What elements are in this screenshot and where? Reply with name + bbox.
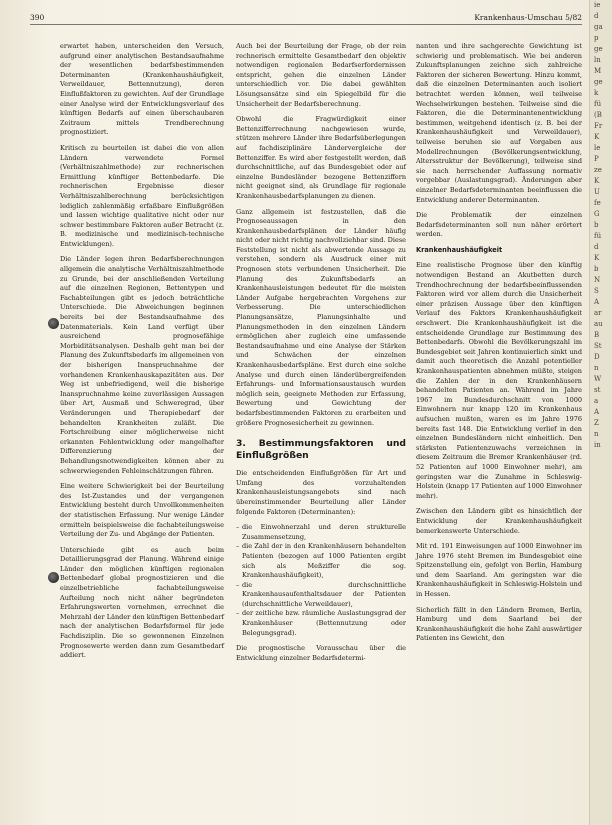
paragraph: Kritisch zu beurteilen ist dabei die von allen Ländern verwendete Formel (Verhältniszahlmethode) zur rechnerischen Ermittlung künftiger Bettenbedarfe. Die rechnerischen Ergebnisse dieser Verhältniszahlberechnung berücksichtigen lediglich zahlenmäßig erfaßbare Einflußgrößen und lassen wichtige qualitative nicht oder nur schwer bestimmbare Faktoren außer Betracht (z. B. medizinische und medizinisch-technische Entwicklungen). bbox=[60, 143, 224, 248]
list-item: – die durchschnittliche Krankenhausaufenthaltsdauer der Patienten (durchschnittliche Verweildauer), bbox=[236, 581, 406, 610]
edge-fragment: ie bbox=[594, 1, 601, 9]
edge-fragment: au bbox=[594, 320, 603, 328]
paragraph: nanten und ihre sachgerechte Gewichtung ist schwierig und problematisch. Wie bei anderen Zukunftsplanungen zeichne sich zahlreiche Faktoren der sicheren Bewertung. Hinzu kommt, daß die einzelnen Determinanten auch isoliert betrachtet werden können, weil teilweise Wechselwirkungen bestehen. Teilweise sind die Faktoren, die die Determinantenentwicklung bestimmen, weitgehend identisch (z. B. bei der Krankenhaushäufigkeit und Verweildauer), teilweise beruhen sie auf Vorgaben aus Modellrechnungen (Bevölkerungsentwicklung, Altersstruktur der Bevölkerung), teilweise sind sie nach herrschender Auffassung normativ vorgebbar (Auslastungsgrad). Änderungen aber einzelner Bedarfsdeterminanten beeinflussen die Entwicklung anderer Determinanten. bbox=[416, 42, 582, 204]
edge-fragment: ge bbox=[594, 45, 603, 53]
paragraph: Unterschiede gibt es auch beim Detaillierungsgrad der Planung. Während einige Länder den möglichen künftigen regionalen Bettenbedarf global prognostizieren und die einzelbetriebliche fachabteilungsweise Aufteilung noch nicht näher begründeten Erfahrungswerten vornehmen, errechnet die Mehrzahl der Länder den künftigen Bettenbedarf nach der analytischen Bedarfsformel für jede Fachdisziplin. Die so gewonnenen Einzelnen Prognosewerte werden dann zum Gesamtbedarf addiert. bbox=[60, 545, 224, 660]
paragraph: Zwischen den Ländern gibt es hinsichtlich der Entwicklung der Krankenhaushäufigkeit bemerkenswerte Unterschiede. bbox=[416, 507, 582, 535]
edge-fragment: A bbox=[594, 408, 600, 416]
edge-fragment: S bbox=[594, 287, 599, 295]
edge-fragment: W bbox=[594, 375, 602, 383]
determinant-list bbox=[236, 523, 406, 638]
edge-fragment: N bbox=[594, 276, 601, 284]
paragraph: Eine weitere Schwierigkeit bei der Beurteilung des Ist-Zustandes und der vergangenen Entwicklung besteht durch Unvollkommenheiten der statistischen Erfassung. Nur wenige Länder ermitteln beispielsweise die fachabteilungsweise Verteilung der Zu- und Abgänge der Patienten. bbox=[60, 482, 224, 539]
edge-fragment: ge bbox=[594, 78, 603, 86]
edge-fragment: fü bbox=[594, 232, 602, 240]
paragraph: Eine realistische Prognose über den künftig notwendigen Bestand an Akutbetten durch Trendhochrechnung der bedarfsbeeinflussenden Faktoren wird vor allem durch die Unsicherheit einer präzisen Aussage über den künftigen Verlauf des Faktors Krankenhaushäufigkeit erschwert. Die Krankenhaushäufigkeit ist die entscheidende Grundlage zur Bestimmung des Bettenbedarfs. Obwohl die Bevölkerungszahl im Bundesgebiet seit Jahren kontinuierlich sinkt und damit auch theoretisch die Anzahl potentieller Krankenhauspatienten abnehmen müßte, steigen die Zahlen der in den Krankenhäusern behandelten Patienten an. Während im Jahre 1967 im Bundesdurchschnitt von 1000 Einwohnern nur knapp 120 im Krankenhaus aufsuchen mußten, waren es im Jahre 1976 bereits fast 148. Die Entwicklung verlief in den einzelnen Bundesländern nicht einheitlich. Den stärksten Patientenzuwachs verzeichnen in diesem Zeitraum die Bremer Krankenhäuser (rd. 52 Patienten auf 1000 Einwohner mehr), am geringsten war die Zunahme in Schleswig-Holstein (knapp 17 Patienten auf 1000 Einwohner mehr). bbox=[416, 261, 582, 500]
edge-fragment: p bbox=[594, 34, 599, 42]
edge-fragment: d bbox=[594, 243, 599, 251]
edge-fragment: U bbox=[594, 188, 600, 196]
edge-fragment: A bbox=[594, 298, 600, 306]
text-column-middle bbox=[236, 42, 406, 669]
paragraph: Ganz allgemein ist festzustellen, daß die Prognoseaussagen in den Krankenhausbedarfsplänen der Länder häufig nicht oder nicht richtig nachvollziehbar sind. Diese Feststellung ist nicht als abwertende Aussage zu verstehen, sondern als Ausdruck einer mit Prognosen stets verbundenen Unsicherheit. Die Planung des Zukunftsbedarfs an Krankenhausleistungen bedeutet für die meisten Länder Aufgabe hergebrachten Vorgehens zur Verbesserung. Die unterschiedlichen Planungsansätze, Planungsinhalte und Planungsmethoden in den einzelnen Ländern ermöglichen aber zugleich eine umfassende Bestandsaufnahme und eine Analyse der Stärken und Schwächen der einzelnen Krankenhausbedarfspläne. Erst durch eine solche Analyse und durch einen länderübergreifenden Erfahrungs- und Informationsaustausch wurden möglich sein, geeignete Methoden zur Erfassung, Bewertung und Gewichtung der bedarfsbestimmenden Faktoren zu erarbeiten und größere Prognosesicherheit zu gewinnen. bbox=[236, 207, 406, 427]
paragraph: Die prognostische Vorausschau über die Entwicklung einzelner Bedarfsdetermi- bbox=[236, 644, 406, 662]
edge-fragment: st bbox=[594, 386, 601, 394]
list-item: – der zeitliche bzw. räumliche Auslastungsgrad der Krankenhäuser (Bettennutzung oder Belegungsgrad). bbox=[236, 609, 406, 638]
edge-fragment: P bbox=[594, 155, 599, 163]
edge-fragment: (B bbox=[594, 111, 602, 119]
subsection-heading: Krankenhaushäufigkeit bbox=[416, 245, 503, 254]
edge-fragment: le bbox=[594, 144, 601, 152]
edge-fragment: St bbox=[594, 342, 602, 350]
paragraph: Mit rd. 191 Einweisungen auf 1000 Einwohner im Jahre 1976 steht Bremen im Bundesgebiet eine Spitzenstellung ein, gefolgt von Berlin, Hamburg und dem Saarland. Am geringsten war die Krankenhaushäufigkeit in Schleswig-Holstein und in Hessen. bbox=[416, 542, 582, 599]
text-column-right bbox=[416, 42, 582, 650]
journal-title: Krankenhaus-Umschau 5/82 bbox=[474, 13, 582, 22]
next-page-edge bbox=[589, 0, 612, 825]
text-column-left bbox=[60, 42, 224, 667]
edge-fragment: Fr bbox=[594, 122, 603, 130]
edge-fragment: a bbox=[594, 397, 599, 405]
edge-fragment: b bbox=[594, 265, 599, 273]
edge-fragment: G bbox=[594, 210, 600, 218]
paragraph: erwartet haben, unterscheiden den Versuch, aufgrund einer analytischen Bestandsaufnahme der wesentlichen bedarfsbestimmenden Determinanten (Krankenhaushäufigkeit, Verweildauer, Bettennutzung), deren Einflußfaktoren zu gewichten. Auf der Grundlage einer Analyse wird der Entwicklungsverlauf des künftigen Bedarfs auf einen überschaubaren Zeitraum mittels Trendberechnung prognostiziert. bbox=[60, 42, 224, 137]
edge-fragment: b bbox=[594, 221, 599, 229]
edge-fragment: n bbox=[594, 430, 599, 438]
binder-hole-icon bbox=[48, 572, 59, 583]
section-heading: 3. Bestimmungsfaktoren und Einflußgrößen bbox=[236, 438, 406, 461]
edge-fragment: D bbox=[594, 353, 600, 361]
edge-fragment: ar bbox=[594, 309, 602, 317]
edge-fragment: K bbox=[594, 254, 600, 262]
edge-fragment: ln bbox=[594, 56, 601, 64]
list-item: – die Einwohnerzahl und deren strukturelle Zusammensetzung, bbox=[236, 523, 406, 542]
edge-fragment: fe bbox=[594, 199, 601, 207]
edge-fragment: k bbox=[594, 89, 599, 97]
paragraph: Die entscheidenden Einflußgrößen für Art und Umfang des vorzuhaltenden Krankenhausleistungsangebots sind nach übereinstimmender Beurteilung aller Länder folgende Faktoren (Determinanten): bbox=[236, 469, 406, 516]
page-number: 390 bbox=[30, 13, 45, 22]
edge-fragment: d bbox=[594, 12, 599, 20]
paragraph: Auch bei der Beurteilung der Frage, ob der rein rechnerisch ermittelte Gesamtbedarf den objektiv notwendigen regionalen Bedarfserfordernissen entspricht, gehen die einzelnen Länder unterschiedlich vor. Die dabei gewählten Lösungsansätze sind ein Spiegelbild für die Unsicherheit der Bedarfsberechnung. bbox=[236, 42, 406, 108]
paragraph: Sicherlich fällt in den Ländern Bremen, Berlin, Hamburg und dem Saarland bei der Krankenhaushäufigkeit die hohe Zahl auswärtiger Patienten ins Gewicht, den bbox=[416, 605, 582, 643]
edge-fragment: ze bbox=[594, 166, 602, 174]
paragraph: Die Länder legen ihren Bedarfsberechnungen allgemein die analytische Verhältniszahlmethode zu Grunde, bei der anschließenden Verteilung auf die einzelnen Regionen, Bettentypen und Fachabteilungen gibt es jedoch beträchtliche Unterschiede. Die Abweichungen beginnen bereits bei der Bestandsaufnahme des Datenmaterials. Kein Land verfügt über ausreichend prognosefähige Morbiditätsanalysen. Deshalb geht man bei der Planung des Zukunftsbedarfs im allgemeinen von der bisherigen Inanspruchnahme der vorhandenen Krankenhauskapazitäten aus. Der Weg ist unbefriedigend, weil die bisherige Inanspruchnahme keine zuverlässigen Aussagen über Art, Ausmaß und Schweregrad, über Veränderungen und Therapiebedarf der behandelten Krankheiten zuläßt. Die Fortschreibung einer möglicherweise nicht erkannten Fehlentwicklung oder mangelhafter Differenzierung der Behandlungsnotwendigkeiten können aber zu schwerwiegenden Fehleinschätzungen führen. bbox=[60, 255, 224, 475]
paragraph: Obwohl die Fragwürdigkeit einer Bettenzifferrechnung nachgewiesen wurde, stützen mehrere Länder ihre Bedarfsüberlegungen auf fachdisziplinäre Ländervergleiche der Bettenziffer. Es wird aber festgestellt werden, daß durchschnittliche, auf das Bundesgebiet oder auf einzelne Bundesländer bezogene Bettenziffern nicht geeignet sind, als Grundlage für regionale Krankenhausbedarfsplanungen zu dienen. bbox=[236, 115, 406, 200]
edge-fragment: n bbox=[594, 364, 599, 372]
list-item: – die Zahl der in den Krankenhäusern behandelten Patienten (bezogen auf 1000 Patienten ergibt sich als Meßziffer die sog. Krankenhaushäufigkeit), bbox=[236, 542, 406, 580]
edge-fragment: B bbox=[594, 331, 600, 339]
edge-fragment: K bbox=[594, 177, 600, 185]
edge-fragment: M bbox=[594, 67, 602, 75]
edge-fragment: Z bbox=[594, 419, 599, 427]
page-header bbox=[30, 10, 582, 25]
paragraph: Die Problematik der einzelnen Bedarfsdeterminanten soll nun näher erörtert werden. bbox=[416, 211, 582, 239]
edge-fragment: K bbox=[594, 133, 600, 141]
edge-fragment: in bbox=[594, 441, 601, 449]
edge-fragment: fü bbox=[594, 100, 602, 108]
binder-hole-icon bbox=[48, 318, 59, 329]
edge-fragment: ga bbox=[594, 23, 603, 31]
